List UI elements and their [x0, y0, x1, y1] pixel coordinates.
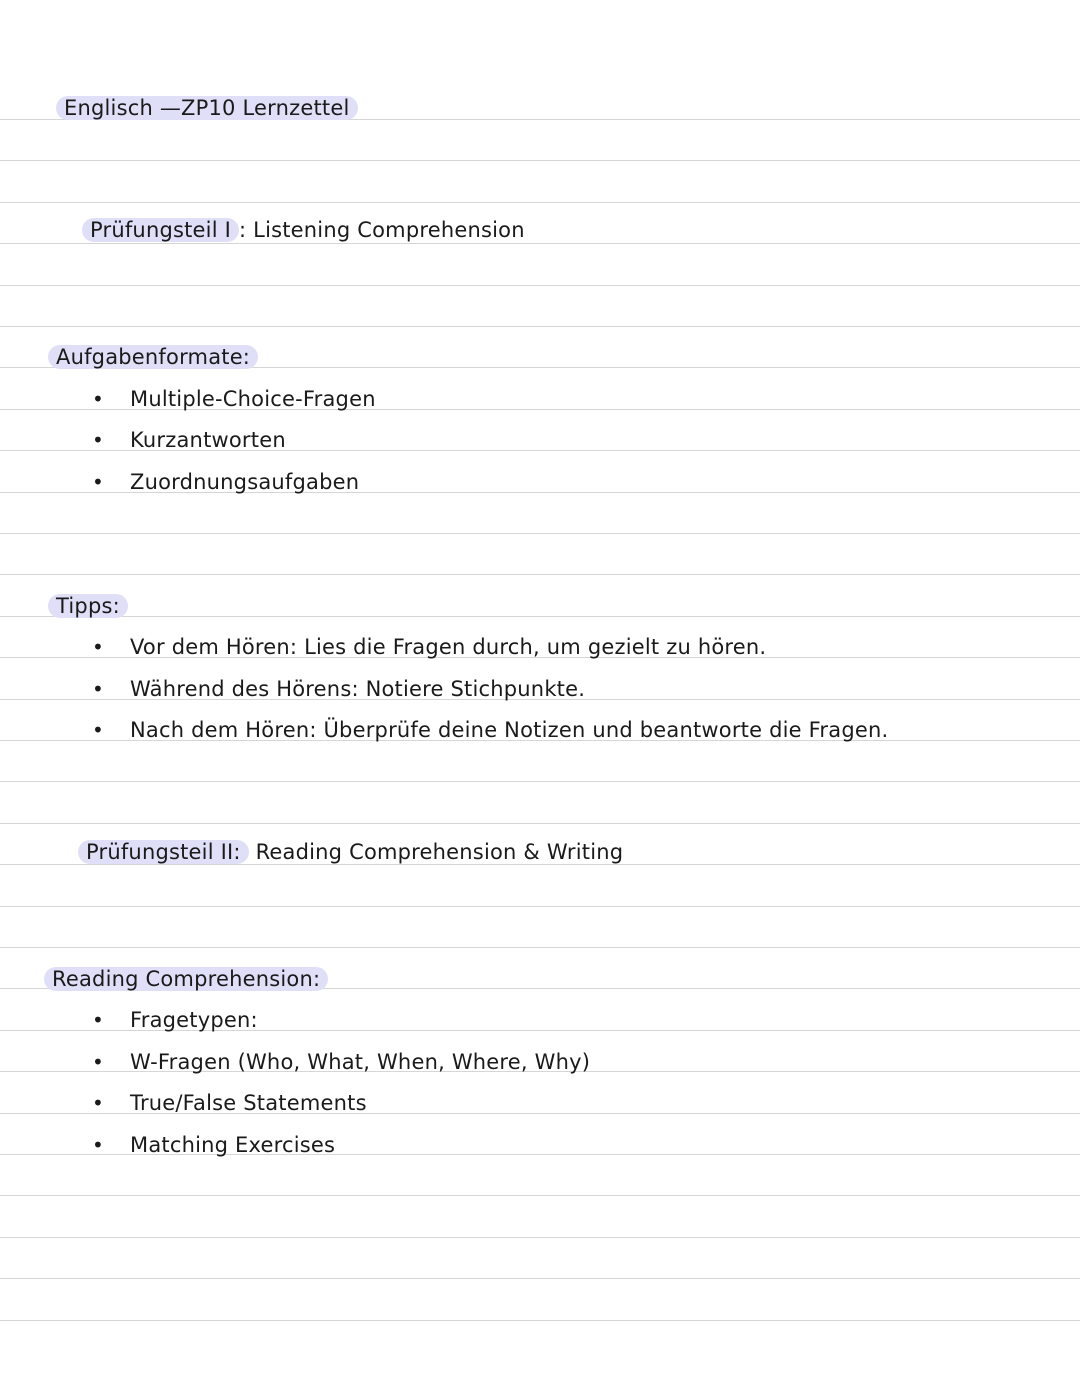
list-item: Matching Exercises [130, 1133, 336, 1157]
bullet-icon: • [92, 387, 104, 411]
bullet-icon: • [92, 635, 104, 659]
section-heading-part1 [82, 216, 525, 244]
ruled-line [0, 1195, 1080, 1196]
tips-heading [48, 592, 128, 620]
list-item: Vor dem Hören: Lies die Fragen durch, um gezielt zu hören. [130, 635, 767, 659]
ruled-line [0, 160, 1080, 161]
ruled-line [0, 616, 1080, 617]
part1-rest: : Listening Comprehension [239, 218, 525, 242]
bullet-icon: • [92, 1133, 104, 1157]
reading-heading-text: Reading Comprehension: [44, 967, 328, 991]
ruled-line [0, 533, 1080, 534]
ruled-line [0, 906, 1080, 907]
ruled-line [0, 1237, 1080, 1238]
bullet-icon: • [92, 470, 104, 494]
part1-label: Prüfungsteil I [82, 218, 239, 242]
ruled-line [0, 823, 1080, 824]
list-item: Kurzantworten [130, 428, 286, 452]
list-item: Während des Hörens: Notiere Stichpunkte. [130, 677, 586, 701]
bullet-icon: • [92, 428, 104, 452]
bullet-icon: • [92, 1008, 104, 1032]
page-title [56, 94, 358, 122]
bullet-icon: • [92, 1091, 104, 1115]
bullet-icon: • [92, 718, 104, 742]
section-heading-part2 [78, 838, 623, 866]
list-item: Multiple-Choice-Fragen [130, 387, 376, 411]
part2-label: Prüfungsteil II: [78, 840, 249, 864]
formats-heading-text: Aufgabenformate: [48, 345, 258, 369]
formats-heading [48, 343, 258, 371]
ruled-line [0, 574, 1080, 575]
ruled-line [0, 1278, 1080, 1279]
ruled-line [0, 947, 1080, 948]
list-item: W-Fragen (Who, What, When, Where, Why) [130, 1050, 591, 1074]
list-item: Zuordnungsaufgaben [130, 470, 360, 494]
list-item: Fragetypen: [130, 1008, 258, 1032]
ruled-line [0, 202, 1080, 203]
part2-rest: Reading Comprehension & Writing [248, 840, 624, 864]
ruled-line [0, 781, 1080, 782]
list-item: Nach dem Hören: Überprüfe deine Notizen und beantworte die Fragen. [130, 718, 889, 742]
ruled-line [0, 1320, 1080, 1321]
list-item: True/False Statements [130, 1091, 367, 1115]
ruled-line [0, 285, 1080, 286]
title-highlight: Englisch —ZP10 Lernzettel [56, 96, 358, 120]
tips-heading-text: Tipps: [48, 594, 128, 618]
bullet-icon: • [92, 677, 104, 701]
bullet-icon: • [92, 1050, 104, 1074]
reading-heading [44, 965, 328, 993]
ruled-line [0, 326, 1080, 327]
